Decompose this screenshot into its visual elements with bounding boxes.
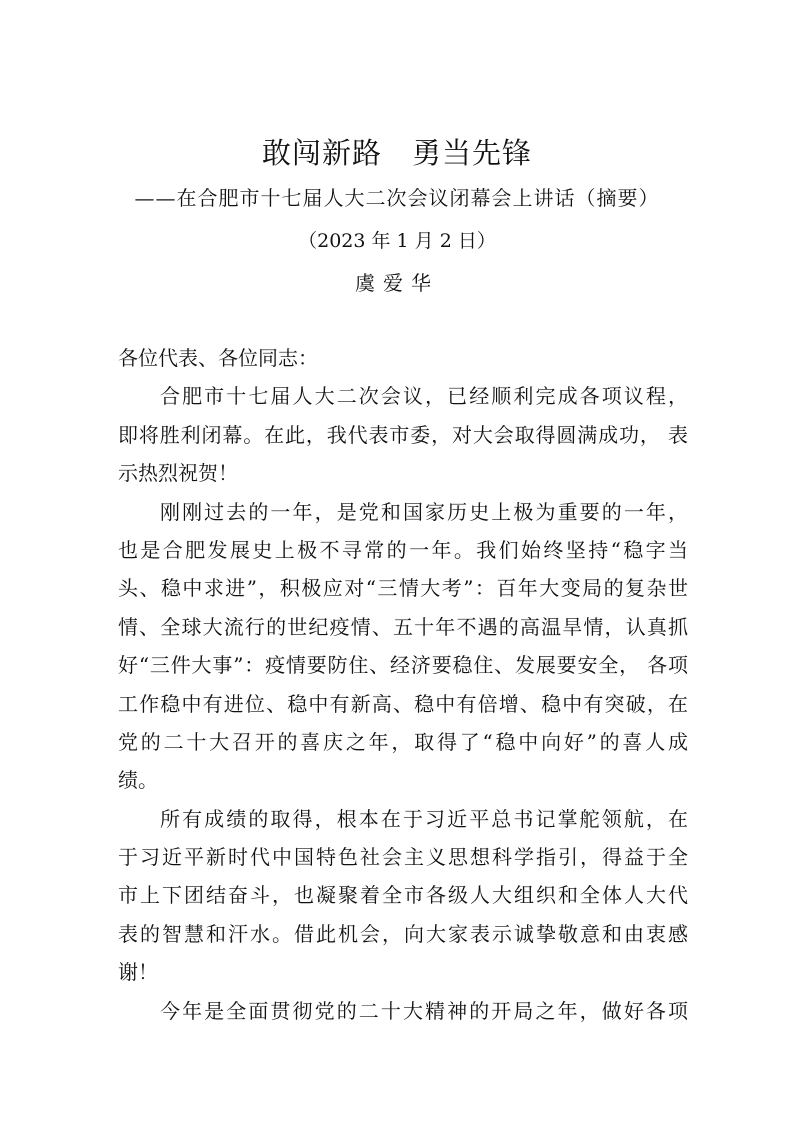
document-body bbox=[118, 339, 688, 1030]
document-title: 敢闯新路 勇当先锋 bbox=[261, 136, 532, 170]
document-subtitle: ——在合肥市十七届人大二次会议闭幕会上讲话（摘要） bbox=[134, 186, 660, 210]
text-line: 好“三件大事”：疫情要防住、经济要稳住、发展要安全， 各项 bbox=[118, 653, 688, 678]
text-line: 市上下团结奋斗，也凝聚着全市各级人大组织和全体人大代 bbox=[118, 883, 688, 908]
paragraph-2 bbox=[118, 493, 688, 800]
text-line: 也是合肥发展史上极不寻常的一年。我们始终坚持“稳字当 bbox=[118, 537, 688, 562]
author-name: 虞爱华 bbox=[355, 271, 439, 295]
text-line: 合肥市十七届人大二次会议，已经顺利完成各项议程， bbox=[160, 384, 688, 409]
speech-date: （2023 年 1 月 2 日） bbox=[298, 230, 496, 252]
text-line: 绩。 bbox=[118, 768, 158, 793]
paragraph-1 bbox=[118, 377, 688, 492]
text-line: 示热烈祝贺！ bbox=[118, 461, 238, 486]
text-line: 工作稳中有进位、稳中有新高、稳中有倍增、稳中有突破，在 bbox=[118, 691, 688, 716]
text-line: 今年是全面贯彻党的二十大精神的开局之年，做好各项 bbox=[160, 998, 688, 1023]
text-line: 刚刚过去的一年，是党和国家历史上极为重要的一年， bbox=[160, 499, 688, 524]
text-line: 情、全球大流行的世纪疫情、五十年不遇的高温旱情，认真抓 bbox=[118, 614, 688, 639]
salutation: 各位代表、各位同志： bbox=[118, 346, 318, 370]
text-line: 谢！ bbox=[118, 960, 158, 985]
text-line: 所有成绩的取得，根本在于习近平总书记掌舵领航，在 bbox=[160, 806, 688, 831]
paragraph-3 bbox=[118, 800, 688, 992]
text-line: 党的二十大召开的喜庆之年，取得了“稳中向好”的喜人成 bbox=[118, 729, 688, 754]
text-line: 表的智慧和汗水。借此机会，向大家表示诚挚敬意和由衷感 bbox=[118, 921, 688, 946]
text-line: 头、稳中求进”，积极应对“三情大考”：百年大变局的复杂世 bbox=[118, 576, 688, 601]
paragraph-4 bbox=[118, 992, 688, 1030]
text-line: 于习近平新时代中国特色社会主义思想科学指引，得益于全 bbox=[118, 845, 688, 870]
text-line: 即将胜利闭幕。在此，我代表市委，对大会取得圆满成功， 表 bbox=[118, 422, 688, 447]
